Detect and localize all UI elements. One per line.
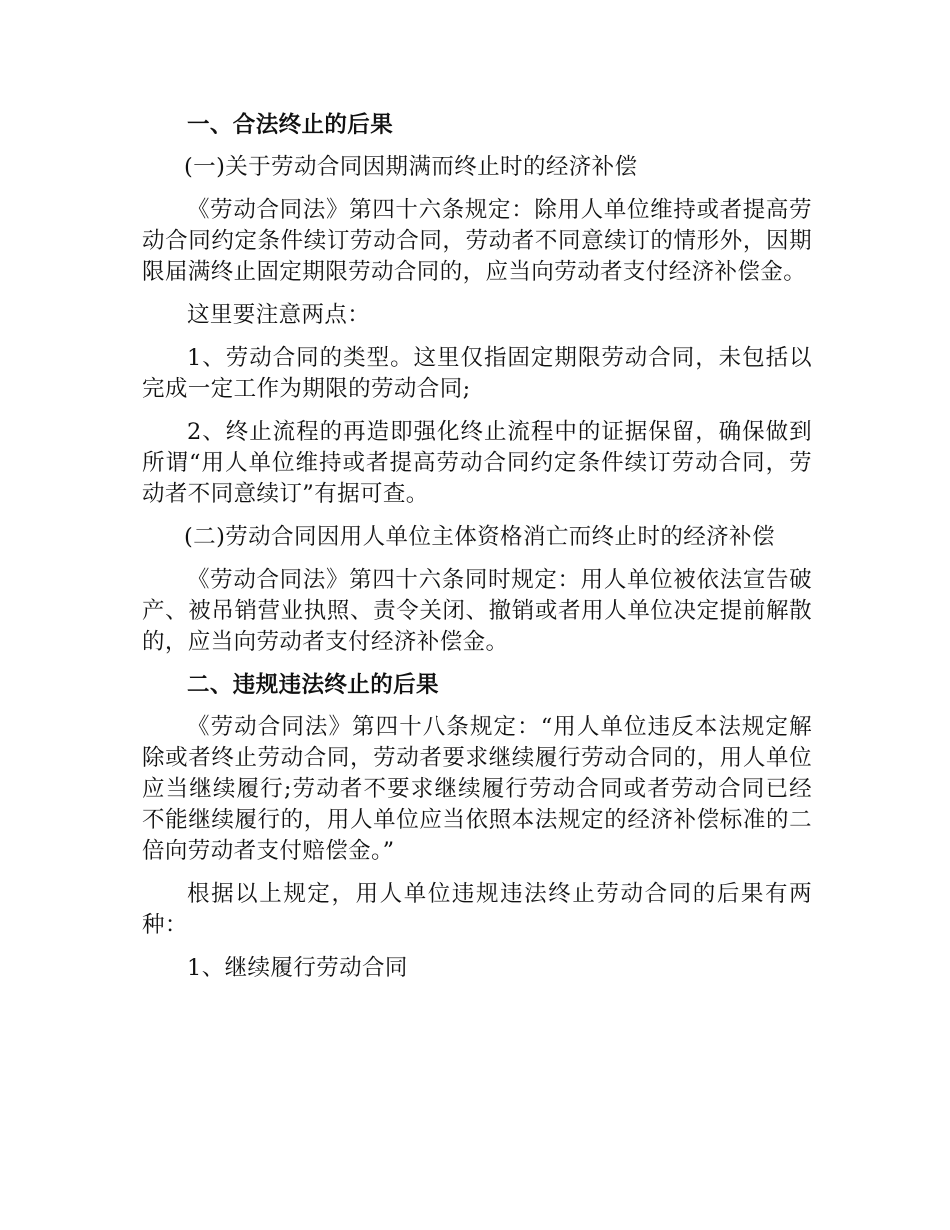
- paragraph-1-2: 这里要注意两点：: [187, 302, 371, 328]
- paragraph-2-1: 《劳动合同法》第四十八条规定：“用人单位违反本法规定解除或者终止劳动合同，劳动者要求继续履行劳动合同的，用人单位应当继续履行;劳动者不要求继续履行劳动合同或者劳动合同已经不能继续履行的，用人单位应当依照本法规定的经济补偿标准的二倍向劳动者支付赔偿金。”: [142, 714, 812, 864]
- paragraph-2-3: 1、继续履行劳动合同: [187, 955, 408, 981]
- section-heading-1: 一、合法终止的后果: [187, 112, 394, 138]
- subheading-1-1: (一)关于劳动合同因期满而终止时的经济补偿: [184, 154, 638, 180]
- paragraph-1-1: 《劳动合同法》第四十六条规定：除用人单位维持或者提高劳动合同约定条件续订劳动合同，劳动者不同意续订的情形外，因期限届满终止固定期限劳动合同的，应当向劳动者支付经济补偿金。: [142, 197, 812, 285]
- paragraph-1-3: 1、劳动合同的类型。这里仅指固定期限劳动合同，未包括以完成一定工作为期限的劳动合同;: [142, 345, 812, 402]
- paragraph-1-5: 《劳动合同法》第四十六条同时规定：用人单位被依法宣告破产、被吊销营业执照、责令关闭、撤销或者用人单位决定提前解散的，应当向劳动者支付经济补偿金。: [142, 567, 812, 655]
- subheading-1-2: (二)劳动合同因用人单位主体资格消亡而终止时的经济补偿: [184, 524, 775, 550]
- section-heading-2: 二、违规违法终止的后果: [187, 672, 439, 698]
- paragraph-1-4: 2、终止流程的再造即强化终止流程中的证据保留，确保做到所谓“用人单位维持或者提高劳动合同约定条件续订劳动合同，劳动者不同意续订”有据可查。: [142, 419, 812, 507]
- document-page: [142, 110, 812, 996]
- paragraph-2-2: 根据以上规定，用人单位违规违法终止劳动合同的后果有两种：: [142, 881, 812, 938]
